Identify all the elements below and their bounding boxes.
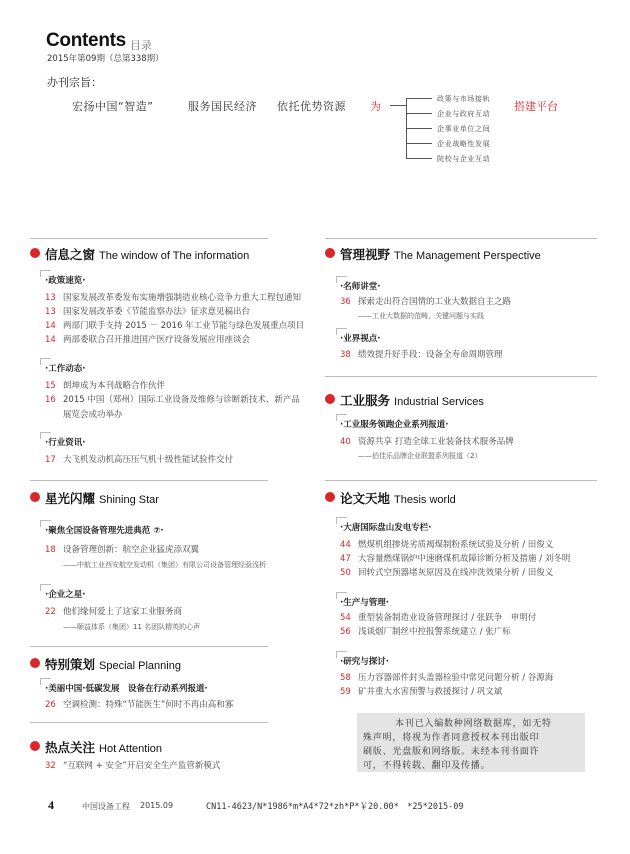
subhead-company-star: ·企业之星· xyxy=(45,590,86,600)
section-divider xyxy=(30,646,268,647)
aim-sub-item: 企业战略性发展 xyxy=(437,140,491,148)
section-bullet-icon xyxy=(325,492,335,502)
toc-entry[interactable]: 15 朗坤成为本刊战略合作伙伴 xyxy=(45,381,166,391)
bracket-arm xyxy=(406,113,432,114)
copyright-notice-line: 可，不得转载、翻印及传播。 xyxy=(363,761,491,771)
footer-journal: 中国设备工程 xyxy=(82,802,130,811)
section-title-management: 管理视野 The Management Perspective xyxy=(340,247,541,262)
section-title-hot: 热点关注 Hot Attention xyxy=(45,740,163,755)
subhead-research: ·研究与探讨· xyxy=(340,657,389,667)
contents-title: Contents xyxy=(46,30,126,51)
toc-entry[interactable]: 32 “互联网 + 安全”开启安全生产监管新模式 xyxy=(45,761,221,771)
toc-entry[interactable]: 50 回转式空预器堵灰原因及在线冲洗效果分析 / 田俊义 xyxy=(340,568,554,578)
aim-sub-item: 企业与政府互动 xyxy=(437,110,491,118)
subhead-industry: ·行业资讯· xyxy=(45,438,86,448)
footer-date: 2015.09 xyxy=(140,801,174,810)
toc-entry[interactable]: 13 国家发展改革委发布实施增强制造业核心竞争力重大工程包通知 xyxy=(45,293,302,303)
copyright-notice-line: 刷版、光盘版和网络版。未经本刊书面许 xyxy=(363,747,540,757)
toc-entry[interactable]: 16 2015 中国（郑州）国际工业设备及维修与诊断新技术、新产品 xyxy=(45,395,300,405)
section-divider xyxy=(325,480,597,481)
section-bullet-icon xyxy=(325,394,335,404)
aim-label: 办刊宗旨： xyxy=(47,76,102,89)
aim-wei: 为 xyxy=(370,100,381,113)
toc-entry[interactable]: 38 绩效提升好手段：设备全寿命周期管理 xyxy=(340,350,503,360)
section-bullet-icon xyxy=(30,492,40,502)
bracket-arm xyxy=(406,98,432,99)
section-title-special: 特别策划 Special Planning xyxy=(45,657,181,672)
toc-entry[interactable]: 54 重型装备制造业设备管理探讨 / 张跃争 申明付 xyxy=(340,613,537,623)
toc-entry[interactable]: 47 大容量燃煤锅炉中速磨煤机故障诊断分析及措施 / 刘冬明 xyxy=(340,554,571,564)
toc-entry[interactable]: 44 燃煤机组掺烧劣质褐煤制粉系统试验及分析 / 田俊义 xyxy=(340,540,554,550)
toc-entry[interactable]: 36 探索走出符合国情的工业大数据自主之路 xyxy=(340,297,512,307)
section-divider xyxy=(30,480,268,481)
section-title-info: 信息之窗 The window of The information xyxy=(45,247,250,262)
subhead-industrial-series: ·工业服务领跑企业系列报道· xyxy=(340,420,449,430)
section-title-star: 星光闪耀 Shining Star xyxy=(45,491,159,506)
toc-entry-note: ——中航工业西安航空发动机（集团）有限公司设备管理经验浅析 xyxy=(63,561,266,569)
toc-entry[interactable]: 14 两部门联手支持 2015 － 2016 年工业节能与绿色发展重点项目 xyxy=(45,321,305,331)
section-divider xyxy=(30,722,268,723)
section-bullet-icon xyxy=(30,248,40,258)
toc-entry[interactable]: 58 压力容器部件封头盖器检验中常见问题分析 / 谷源海 xyxy=(340,673,554,683)
contents-title-cn: 目录 xyxy=(130,39,152,52)
aim-target: 搭建平台 xyxy=(514,100,558,113)
toc-entry[interactable]: 56 浅谈烟厂制丝中控报警系统建立 / 张广标 xyxy=(340,627,511,637)
section-bullet-icon xyxy=(30,658,40,668)
toc-entry-continuation: 展览会成功举办 xyxy=(63,410,123,420)
aim-item-1: 宏扬中国“智造” xyxy=(72,100,154,113)
bracket-stem xyxy=(390,105,406,106)
toc-entry[interactable]: 40 资源共享 打造全球工业装备技术服务品牌 xyxy=(340,437,514,447)
subhead-work: ·工作动态· xyxy=(45,364,86,374)
aim-sub-item: 院校与企业互动 xyxy=(437,155,491,163)
toc-entry-note: ——伯佳乐品牌企业联盟系列报道（2） xyxy=(358,452,482,460)
subhead-policy: ·政策速览· xyxy=(45,276,86,286)
bracket-arm xyxy=(406,143,432,144)
subhead-beautiful-china: ·美丽中国·低碳发展 设备在行动系列报道· xyxy=(45,684,208,694)
aim-sub-item: 政策与市场接轨 xyxy=(437,95,491,103)
section-title-thesis: 论文天地 Thesis world xyxy=(340,491,456,506)
issue-number: 2015年第09期（总第338期） xyxy=(47,54,164,64)
toc-entry-note: ——工业大数据的范畴、关键问题与实践 xyxy=(358,312,484,320)
toc-entry-note: ——颐益体系（集团）11 名团队精英的心声 xyxy=(63,623,201,631)
subhead-lecture: ·名师讲堂· xyxy=(340,282,381,292)
bracket-arm xyxy=(406,158,432,159)
page-number: 4 xyxy=(48,798,54,812)
subhead-model: ·聚焦全国设备管理先进典范 ⑦· xyxy=(45,526,164,536)
section-divider xyxy=(325,238,597,239)
subhead-viewpoint: ·业界视点· xyxy=(340,334,381,344)
toc-entry[interactable]: 17 大飞机发动机高压压气机十级性能试验件交付 xyxy=(45,455,234,465)
copyright-notice-line: 本刊已入编数种网络数据库，如无特 xyxy=(395,719,552,729)
toc-entry[interactable]: 18 设备管理创新：航空企业猛虎添双翼 xyxy=(45,545,200,555)
section-divider xyxy=(325,376,597,377)
aim-item-3: 依托优势资源 xyxy=(277,100,346,113)
toc-entry[interactable]: 26 空调检测：特殊“节能医生”何时不再由高和寡 xyxy=(45,700,234,710)
toc-entry[interactable]: 59 矿井重大水害预警与救援探讨 / 巩文斌 xyxy=(340,687,503,697)
aim-sub-item: 企事业单位之间 xyxy=(437,125,491,133)
toc-entry[interactable]: 22 他们缘何爱上了这家工业服务商 xyxy=(45,607,183,617)
bracket-arm xyxy=(406,128,432,129)
toc-entry[interactable]: 13 国家发展改革委《节能监察办法》征求意见稿出台 xyxy=(45,307,251,317)
copyright-notice-line: 殊声明，将视为作者同意授权本刊出版印 xyxy=(363,733,540,743)
aim-item-2: 服务国民经济 xyxy=(188,100,257,113)
section-bullet-icon xyxy=(325,248,335,258)
subhead-datang: ·大唐国际盘山发电专栏· xyxy=(340,523,432,533)
footer-publication-code: CN11-4623/N*1986*m*A4*72*zh*P*￥20.00* *25*2015-09 xyxy=(206,802,464,812)
subhead-production: ·生产与管理· xyxy=(340,598,389,608)
section-divider xyxy=(30,238,268,239)
toc-entry[interactable]: 14 两部委联合召开推进国产医疗设备发展应用座谈会 xyxy=(45,335,251,345)
section-bullet-icon xyxy=(30,741,40,751)
section-title-industrial: 工业服务 Industrial Services xyxy=(340,393,484,408)
